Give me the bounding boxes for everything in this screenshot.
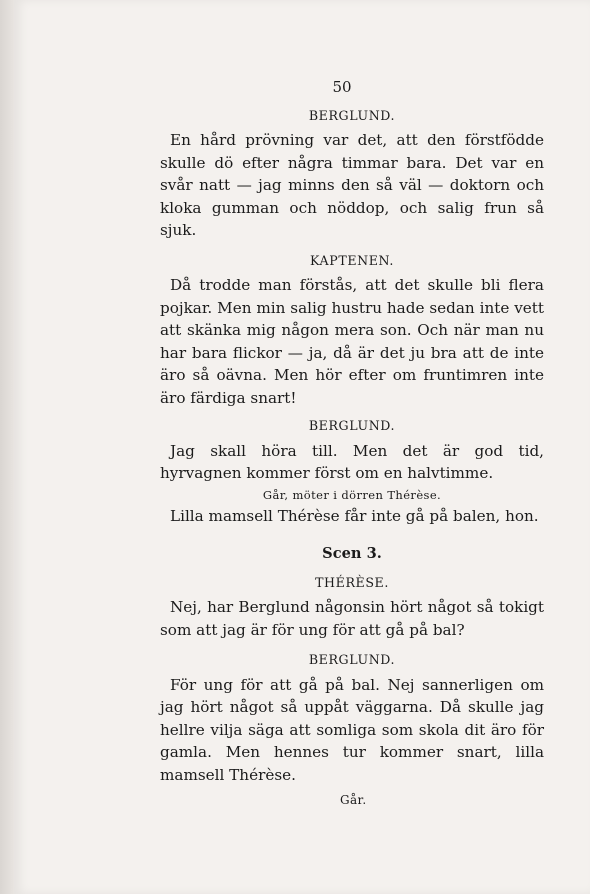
speech-text: En hård prövning var det, att den förstfödde skulle dö efter några timmar bara. Det var en svår natt — jag minns den så väl — doktorn och kloka gumman och nöddop, och salig frun så sjuk. (160, 131, 544, 239)
speech-text: Lilla mamsell Thérèse får inte gå på balen, hon. (170, 506, 539, 525)
speaker-name: THÉRÈSE. (315, 574, 389, 590)
speaker-name: KAPTENEN. (310, 252, 394, 268)
stage-direction: Går, möter i dörren Thérèse. (262, 487, 442, 502)
speaker-name: BERGLUND. (308, 652, 396, 667)
speech-text: Jag skall höra till. Men det är god tid, hyrvagnen kommer först om en halvtimme. (160, 441, 544, 482)
speech-text: Då trodde man förstås, att det skulle bli flera pojkar. Men min salig hustru hade sedan inte vett att skänka mig någon mera son. Och när man nu har bara flickor — ja, då är det ju bra att de inte äro så oävna. Men hör efter om fruntimren inte äro färdiga snart! (160, 276, 544, 407)
speech-text: För ung för att gå på bal. Nej sannerligen om jag hört något så uppåt väggarna. Då skulle jag hellre vilja säga att somliga som skola dit äro för gamla. Men hennes tur kommer snart, lilla mamsell Thérèse. (160, 675, 544, 784)
page-number: 50 (332, 78, 352, 96)
speaker-name: BERGLUND. (308, 418, 396, 433)
text-block (160, 76, 544, 812)
page-edge (0, 0, 14, 894)
speaker-name: BERGLUND. (308, 107, 396, 123)
book-page (14, 0, 590, 894)
scene-heading: Scen 3. (322, 545, 382, 562)
stage-direction: Går. (340, 793, 367, 807)
speech-text: Nej, har Berglund någonsin hört något så tokigt som att jag är för ung för att gå på bal? (160, 598, 544, 639)
